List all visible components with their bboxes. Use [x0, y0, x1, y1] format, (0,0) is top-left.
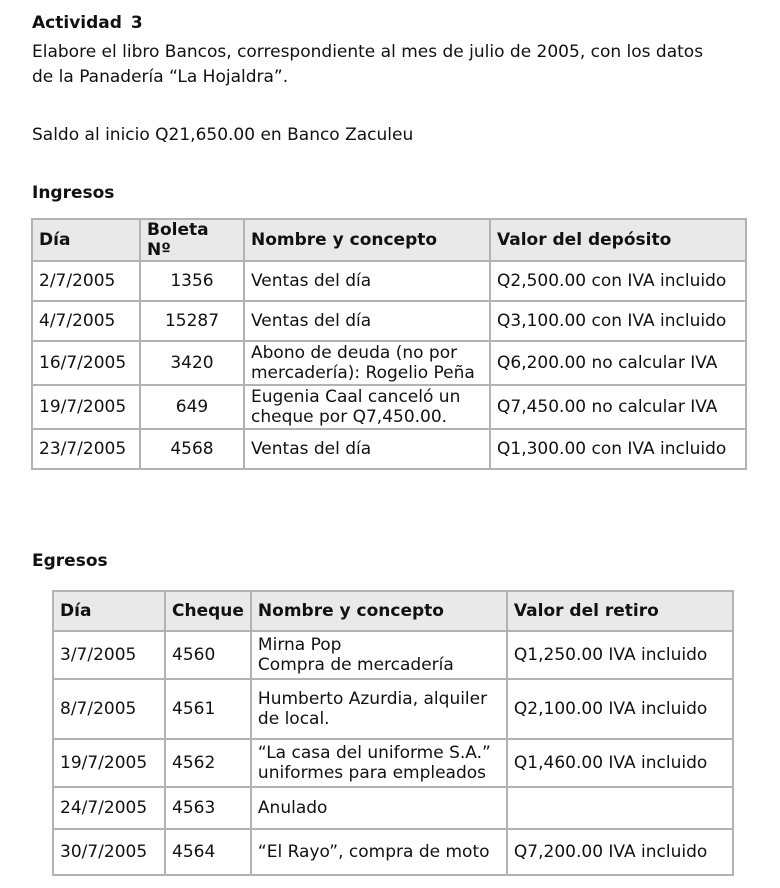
col-concepto: Nombre y concepto: [244, 219, 490, 261]
cell-concepto: Anulado: [251, 787, 507, 829]
cell-boleta: 1356: [140, 261, 244, 301]
cell-boleta: 4568: [140, 429, 244, 469]
concepto-line-2: cheque por Q7,450.00.: [251, 407, 448, 427]
cell-concepto: [251, 679, 507, 739]
table-row: [32, 301, 746, 341]
egresos-heading: Egresos: [32, 551, 108, 571]
cell-dia: 4/7/2005: [32, 301, 140, 341]
cell-valor: Q3,100.00 con IVA incluido: [490, 301, 746, 341]
cell-valor: Q6,200.00 no calcular IVA: [490, 341, 746, 385]
concepto-line-2: uniformes para empleados: [257, 763, 487, 783]
egresos-table: [52, 590, 734, 876]
concepto-line-1: Abono de deuda (no por: [251, 343, 458, 363]
table-row: [53, 631, 733, 679]
cell-concepto: [244, 385, 490, 429]
cell-concepto: Ventas del día: [244, 301, 490, 341]
col-valor: Valor del depósito: [490, 219, 746, 261]
table-row: [32, 261, 746, 301]
concepto-line-1: Mirna Pop: [257, 635, 342, 655]
cell-valor: [507, 787, 733, 829]
cell-cheque: 4561: [165, 679, 251, 739]
egresos-header-row: [53, 591, 733, 631]
cell-valor: Q7,450.00 no calcular IVA: [490, 385, 746, 429]
col-valor: Valor del retiro: [507, 591, 733, 631]
col-boleta: Boleta Nº: [140, 219, 244, 261]
cell-dia: 19/7/2005: [53, 739, 165, 787]
cell-valor: Q1,250.00 IVA incluido: [507, 631, 733, 679]
cell-dia: 3/7/2005: [53, 631, 165, 679]
cell-boleta: 3420: [140, 341, 244, 385]
table-row: [32, 341, 746, 385]
ingresos-header-row: [32, 219, 746, 261]
cell-cheque: 4564: [165, 829, 251, 875]
cell-valor: Q2,500.00 con IVA incluido: [490, 261, 746, 301]
instructions-line-1: Elabore el libro Bancos, correspondiente al mes de julio de 2005, con los datos: [32, 42, 704, 62]
concepto-line-1: Humberto Azurdia, alquiler: [257, 689, 488, 709]
cell-dia: 2/7/2005: [32, 261, 140, 301]
cell-concepto: [251, 631, 507, 679]
cell-boleta: 649: [140, 385, 244, 429]
concepto-line-1: Eugenia Caal canceló un: [251, 387, 461, 407]
ingresos-heading: Ingresos: [32, 183, 115, 203]
col-concepto: Nombre y concepto: [251, 591, 507, 631]
opening-balance: Saldo al inicio Q21,650.00 en Banco Zaculeu: [32, 125, 414, 145]
cell-valor: Q1,300.00 con IVA incluido: [490, 429, 746, 469]
cell-concepto: Ventas del día: [244, 429, 490, 469]
cell-dia: 19/7/2005: [32, 385, 140, 429]
cell-cheque: 4560: [165, 631, 251, 679]
cell-dia: 23/7/2005: [32, 429, 140, 469]
cell-boleta: 15287: [140, 301, 244, 341]
ingresos-table: [31, 218, 747, 470]
table-row: [53, 739, 733, 787]
cell-dia: 24/7/2005: [53, 787, 165, 829]
cell-valor: Q7,200.00 IVA incluido: [507, 829, 733, 875]
cell-concepto: [244, 341, 490, 385]
table-row: [53, 829, 733, 875]
concepto-line-2: de local.: [257, 709, 330, 729]
cell-valor: Q1,460.00 IVA incluido: [507, 739, 733, 787]
concepto-line-1: “La casa del uniforme S.A.”: [257, 743, 491, 763]
cell-concepto: [251, 739, 507, 787]
concepto-line-2: mercadería): Rogelio Peña: [251, 363, 475, 383]
table-row: [32, 385, 746, 429]
cell-concepto: “El Rayo”, compra de moto: [251, 829, 507, 875]
cell-cheque: 4562: [165, 739, 251, 787]
instructions: [32, 40, 762, 90]
concepto-line-2: Compra de mercadería: [257, 655, 454, 675]
instructions-line-2: de la Panadería “La Hojaldra”.: [32, 67, 289, 87]
table-row: [53, 679, 733, 739]
table-row: [32, 429, 746, 469]
col-dia: Día: [53, 591, 165, 631]
table-row: [53, 787, 733, 829]
activity-title: Actividad 3: [32, 13, 143, 33]
cell-cheque: 4563: [165, 787, 251, 829]
col-dia: Día: [32, 219, 140, 261]
cell-valor: Q2,100.00 IVA incluido: [507, 679, 733, 739]
cell-concepto: Ventas del día: [244, 261, 490, 301]
cell-dia: 16/7/2005: [32, 341, 140, 385]
cell-dia: 8/7/2005: [53, 679, 165, 739]
col-cheque: Cheque: [165, 591, 251, 631]
cell-dia: 30/7/2005: [53, 829, 165, 875]
